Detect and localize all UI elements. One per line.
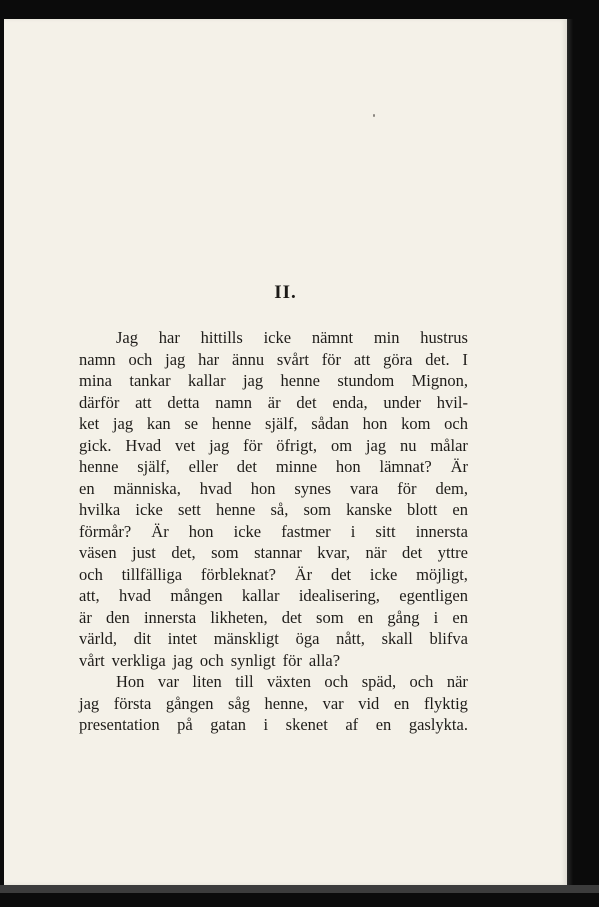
text-line: väsen just det, som stannar kvar, när det yttre: [79, 543, 468, 562]
paper-speck: [373, 114, 375, 117]
page-edge-right: [567, 19, 573, 885]
text-line: och tillfälliga förbleknat? Är det icke möjligt,: [79, 564, 468, 584]
text-line: presentation på gatan i skenet af en gaslykta.: [79, 715, 468, 734]
text-line: vårt verkliga jag och synligt för alla?: [79, 650, 341, 670]
body-text: [79, 327, 468, 736]
text-line: en människa, hvad hon synes vara för dem,: [79, 478, 468, 498]
text-line: namn och jag har ännu svårt för att göra det. I: [79, 349, 468, 369]
text-line: Jag har hittills icke nämnt min hustrus: [116, 328, 468, 347]
text-line: förmår? Är hon icke fastmer i sitt innersta: [79, 521, 468, 541]
text-line: jag första gången såg henne, var vid en flyktig: [79, 693, 468, 713]
text-line: värld, dit intet mänskligt öga nått, skall blifva: [79, 629, 468, 648]
book-page: [4, 19, 567, 885]
text-line: är den innersta likheten, det som en gång i en: [79, 607, 468, 627]
text-line: därför att detta namn är det enda, under hvil-: [79, 392, 468, 412]
chapter-heading: II.: [274, 282, 297, 303]
text-line: mina tankar kallar jag henne stundom Mignon,: [79, 371, 468, 390]
paragraph-container: [79, 327, 468, 736]
page-edge-bottom: [0, 885, 599, 893]
text-line: henne själf, eller det minne hon lämnat? Är: [79, 457, 468, 476]
text-line: Hon var liten till växten och späd, och när: [116, 672, 468, 691]
text-line: gick. Hvad vet jag för öfrigt, om jag nu målar: [79, 435, 468, 455]
text-line: hvilka icke sett henne så, som kanske blott en: [79, 500, 468, 519]
text-line: att, hvad mången kallar idealisering, egentligen: [79, 586, 468, 605]
text-line: ket jag kan se henne själf, sådan hon kom och: [79, 414, 468, 433]
